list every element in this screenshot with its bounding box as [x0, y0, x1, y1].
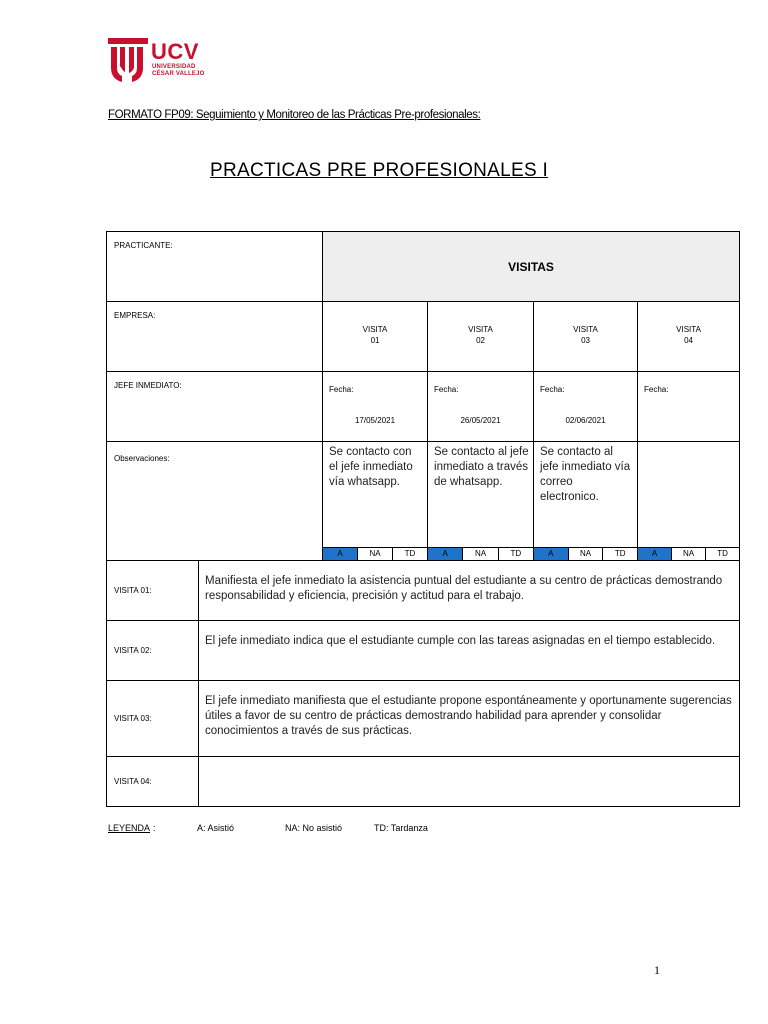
empresa-label: EMPRESA: — [114, 311, 156, 320]
fecha-value: 17/05/2021 — [354, 416, 396, 425]
observacion-cell-2 — [428, 442, 534, 561]
observaciones-label: Observaciones: — [114, 454, 170, 463]
jefe-label: JEFE INMEDIATO: — [114, 381, 182, 390]
attendance-td: TD — [705, 548, 739, 560]
visita-number: 03 — [581, 336, 590, 345]
attendance-row — [534, 547, 637, 560]
visita-title: VISITA — [362, 325, 388, 334]
visita-title: VISITA — [468, 325, 493, 334]
attendance-na: NA — [462, 548, 497, 560]
ucv-logo — [108, 38, 212, 84]
fecha-cell-2 — [428, 372, 534, 442]
observacion-cell-1 — [323, 442, 428, 561]
practicante-cell — [107, 232, 323, 302]
page-number: 1 — [654, 963, 660, 977]
legend-colon: : — [153, 823, 156, 833]
fecha-label: Fecha: — [644, 385, 669, 394]
observacion-text — [638, 442, 739, 445]
comment-text-3: El jefe inmediato manifiesta que el estudiante propone espontáneamente y oportunamente sugerencias útiles a favor de su centro de prácticas demostrando habilidad para aprender y consolidar conocimientos a través de sus prácticas. — [199, 681, 740, 757]
attendance-a: A — [428, 548, 462, 560]
legend-td: TD: Tardanza — [374, 823, 428, 833]
visita-title: VISITA — [676, 325, 701, 334]
observacion-text: Se contacto al jefe inmediato vía correo electronico. — [540, 446, 631, 503]
empresa-cell — [107, 302, 323, 372]
logo-line-2: CÉSAR VALLEJO — [152, 71, 205, 77]
comment-label: VISITA 02: — [114, 646, 152, 655]
legend-na: NA: No asistió — [285, 823, 343, 833]
fecha-value: 26/05/2021 — [460, 416, 501, 425]
fecha-cell-1 — [323, 372, 428, 442]
formato-heading: FORMATO FP09: Seguimiento y Monitoreo de las Prácticas Pre-profesionales: — [108, 109, 481, 121]
visitas-label: VISITAS — [508, 259, 554, 274]
comment-label-cell-1 — [107, 561, 199, 621]
logo-brand: UCV — [151, 39, 199, 64]
practicante-label: PRACTICANTE: — [114, 241, 173, 250]
monitoring-table — [106, 231, 740, 807]
fecha-label: Fecha: — [434, 385, 459, 394]
fecha-value: 02/06/2021 — [565, 416, 606, 425]
observaciones-cell — [107, 442, 323, 561]
attendance-a: A — [534, 548, 568, 560]
attendance-a: A — [638, 548, 671, 560]
legend-a: A: Asistió — [197, 823, 235, 833]
attendance-td: TD — [602, 548, 637, 560]
visita-number: 01 — [370, 336, 380, 345]
observacion-text: Se contacto al jefe inmediato a través de whatsapp. — [434, 446, 529, 488]
visita-header-4 — [638, 302, 740, 372]
comment-label-cell-3 — [107, 681, 199, 757]
jefe-cell — [107, 372, 323, 442]
logo-line-1: UNIVERSIDAD — [152, 64, 196, 70]
attendance-row — [323, 547, 427, 560]
observacion-cell-4 — [638, 442, 740, 561]
legend-title: LEYENDA — [108, 823, 151, 833]
page-title: PRACTICAS PRE PROFESIONALES I — [210, 160, 549, 181]
visita-header-3 — [534, 302, 638, 372]
comment-label-cell-4 — [107, 757, 199, 807]
visita-header-2 — [428, 302, 534, 372]
comment-label: VISITA 01: — [114, 586, 152, 595]
comment-label: VISITA 03: — [114, 714, 152, 723]
fecha-cell-3 — [534, 372, 638, 442]
comment-text-4 — [199, 757, 740, 807]
legend-title-wrap — [108, 823, 150, 833]
visita-number: 04 — [684, 336, 693, 345]
comment-text-2: El jefe inmediato indica que el estudiante cumple con las tareas asignadas en el tiempo establecido. — [199, 621, 740, 681]
attendance-na: NA — [357, 548, 392, 560]
attendance-row — [428, 547, 533, 560]
attendance-a: A — [323, 548, 357, 560]
visita-title: VISITA — [573, 325, 598, 334]
attendance-td: TD — [392, 548, 427, 560]
fecha-cell-4 — [638, 372, 740, 442]
comment-label: VISITA 04: — [114, 777, 152, 786]
attendance-row — [638, 547, 739, 560]
observacion-cell-3 — [534, 442, 638, 561]
observacion-text: Se contacto con el jefe inmediato vía whatsapp. — [329, 446, 413, 488]
visita-header-1 — [323, 302, 428, 372]
attendance-na: NA — [568, 548, 603, 560]
ucv-shield-icon — [108, 38, 148, 82]
attendance-td: TD — [498, 548, 533, 560]
comment-label-cell-2 — [107, 621, 199, 681]
visitas-header — [323, 232, 740, 302]
visita-number: 02 — [476, 336, 485, 345]
fecha-label: Fecha: — [329, 385, 354, 394]
attendance-na: NA — [671, 548, 705, 560]
fecha-label: Fecha: — [540, 385, 565, 394]
comment-text-1: Manifiesta el jefe inmediato la asistencia puntual del estudiante a su centro de prácticas demostrando responsabilidad y eficiencia, precisión y actitud para el trabajo. — [199, 561, 740, 621]
